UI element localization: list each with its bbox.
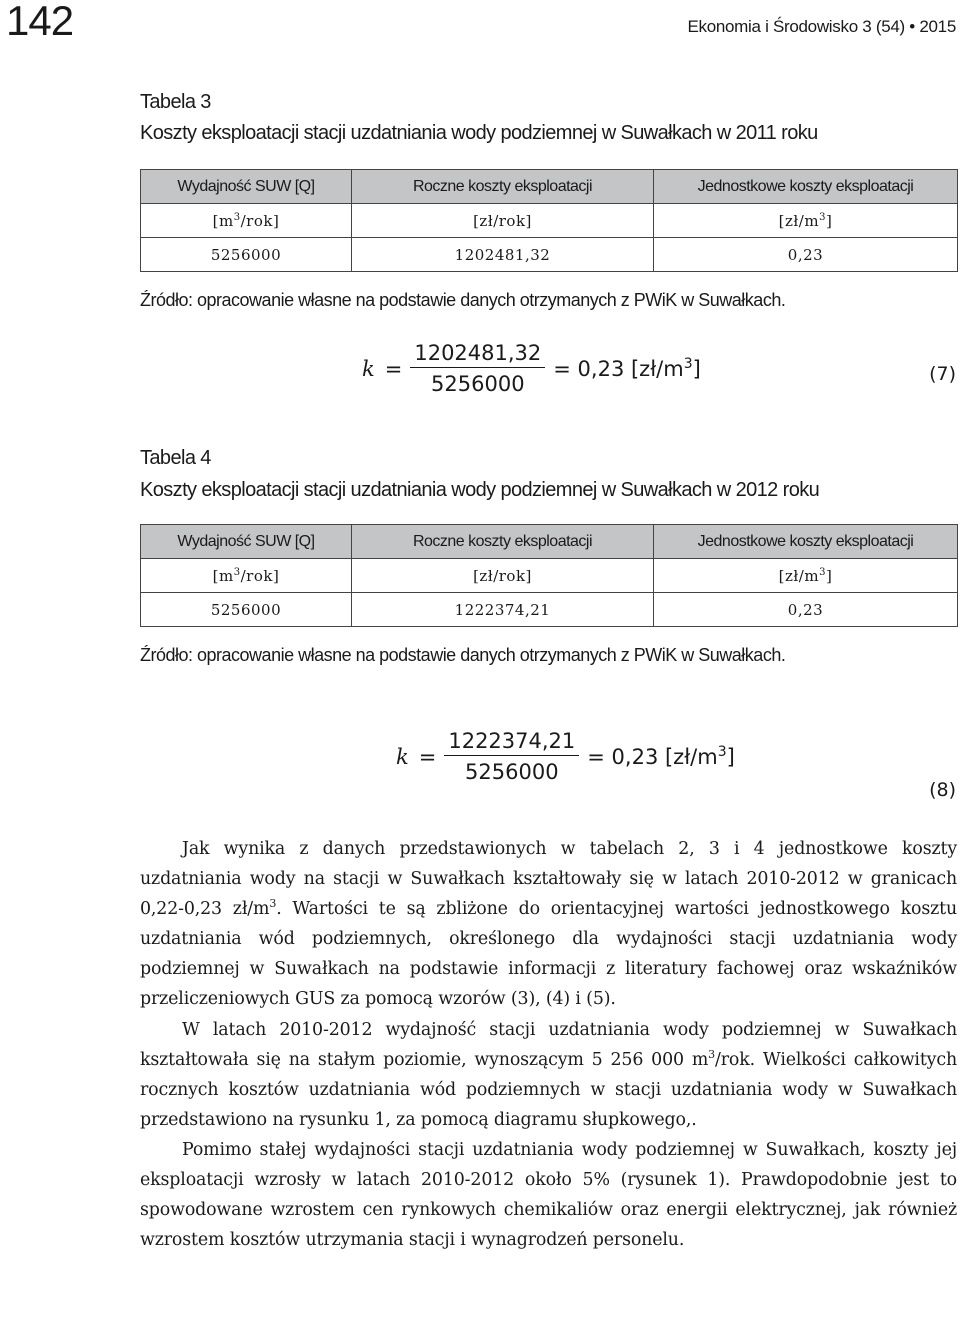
table3-unit-row — [141, 204, 958, 238]
table3-unit-unit-cost: $[zł/m^3]$ — [654, 204, 958, 238]
table-row — [141, 238, 958, 272]
table4-unit-capacity: $[m^3/rok]$ — [141, 559, 352, 593]
table3-unit-capacity: $[m^3/rok]$ — [141, 204, 352, 238]
journal-header: Ekonomia i Środowisko 3 (54) • 2015 — [687, 17, 956, 36]
table4-unit-unit-cost: $[zł/m^3]$ — [654, 559, 958, 593]
fraction — [444, 729, 579, 784]
table3-label: Tabela 3 — [140, 91, 211, 113]
table4-header-row — [141, 525, 958, 559]
table4-col-annual-cost: Roczne koszty eksploatacji — [352, 525, 654, 559]
paragraph: Jak wynika z danych przedstawionych w tabelach 2, 3 i 4 jednostkowe koszty uzdatniania wody na stacji w Suwałkach kształtowały się w latach 2010-2012 w granicach 0,22-0,23 $zł/m^3$. Wartości te są zbliżone do orientacyjnej wartości jednostkowego kosztu uzdatniania wód podziemnych, określonego dla wydajności stacji uzdatniania wody podziemnej w Suwałkach na podstawie informacji z literatury fachowej oraz wskaźników przeliczeniowych GUS za pomocą wzorów (3), (4) i (5). — [140, 839, 957, 1010]
equation-7: k = $\frac{1202481,32}{5256000}$ = 0,23 $[zł/m^3]$ — [362, 341, 701, 396]
equation-result: = 0,23 $[zł/m^3]$ — [587, 743, 735, 769]
table3-col-unit-cost: Jednostkowe koszty eksploatacji — [654, 170, 958, 204]
table3-unit-annual-cost: [zł/rok] — [352, 204, 654, 238]
table3-col-capacity: Wydajność SUW [Q] — [141, 170, 352, 204]
table3-value-annual-cost: 1202481,32 — [352, 238, 654, 272]
table-row — [141, 593, 958, 627]
table3-title: Koszty eksploatacji stacji uzdatniania wody podziemnej w Suwałkach w 2011 roku — [140, 122, 818, 144]
equation-8-number: (8) — [929, 779, 956, 801]
table3 — [140, 169, 958, 272]
fraction-numerator: 1202481,32 — [410, 341, 545, 368]
table3-value-capacity: 5256000 — [141, 238, 352, 272]
table4-title: Koszty eksploatacji stacji uzdatniania wody podziemnej w Suwałkach w 2012 roku — [140, 479, 820, 501]
fraction — [410, 341, 545, 396]
table4-source: Źródło: opracowanie własne na podstawie danych otrzymanych z PWiK w Suwałkach. — [140, 645, 786, 665]
table4-unit-annual-cost: [zł/rok] — [352, 559, 654, 593]
table3-col-annual-cost: Roczne koszty eksploatacji — [352, 170, 654, 204]
equation-8: k = $\frac{1222374,21}{5256000}$ = 0,23 $[zł/m^3]$ — [396, 729, 735, 784]
table4-label: Tabela 4 — [140, 447, 211, 469]
table4-value-capacity: 5256000 — [141, 593, 352, 627]
table3-source: Źródło: opracowanie własne na podstawie danych otrzymanych z PWiK w Suwałkach. — [140, 290, 786, 310]
table4 — [140, 524, 958, 627]
paragraph: Pomimo stałej wydajności stacji uzdatniania wody podziemnej w Suwałkach, koszty jej eksploatacji wzrosły w latach 2010-2012 około 5% (rysunek 1). Prawdopodobnie jest to spowodowane wzrostem cen rynkowych chemikaliów oraz energii elektrycznej, jak również wzrostem kosztów utrzymania stacji i wynagrodzeń personelu. — [140, 1139, 957, 1251]
page-number: 142 — [6, 0, 74, 44]
fraction-denominator: 5256000 — [465, 760, 559, 784]
table4-col-unit-cost: Jednostkowe koszty eksploatacji — [654, 525, 958, 559]
equation-result: = 0,23 $[zł/m^3]$ — [553, 355, 701, 381]
table3-value-unit-cost: 0,23 — [654, 238, 958, 272]
table3-header-row — [141, 170, 958, 204]
fraction-numerator: 1222374,21 — [444, 729, 579, 756]
table4-value-unit-cost: 0,23 — [654, 593, 958, 627]
paragraph: W latach 2010-2012 wydajność stacji uzdatniania wody podziemnej w Suwałkach kształtowała się na stałym poziomie, wynoszącym 5 256 000 $m^3$/rok. Wielkości całkowitych rocznych kosztów uzdatniania wód podziemnych w stacji uzdatniania wody w Suwałkach przedstawiono na rysunku 1, za pomocą diagramu słupkowego,. — [140, 1019, 957, 1130]
table4-unit-row — [141, 559, 958, 593]
table4-value-annual-cost: 1222374,21 — [352, 593, 654, 627]
body-text — [140, 834, 957, 1255]
equation-7-number: (7) — [929, 363, 956, 385]
fraction-denominator: 5256000 — [431, 372, 525, 396]
table4-col-capacity: Wydajność SUW [Q] — [141, 525, 352, 559]
